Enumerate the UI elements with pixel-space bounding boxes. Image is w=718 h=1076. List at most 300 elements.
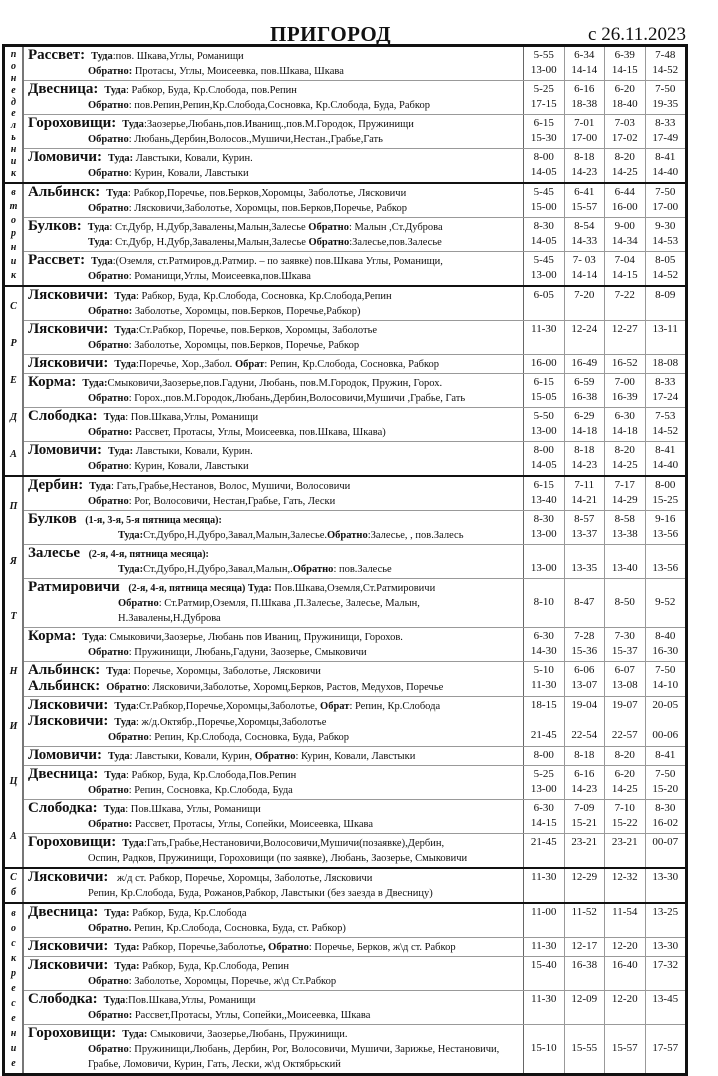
- route-description: [24, 511, 523, 544]
- direction-label: Обратно: [88, 496, 129, 507]
- time-value: [524, 337, 564, 352]
- time-cell: [564, 374, 605, 407]
- time-value: 7-53: [655, 410, 676, 422]
- time-value: 7-10: [614, 802, 635, 814]
- stops-text: Рассвет, Протасы, Углы, Сопейки, Моисеевка, Шкава: [132, 819, 374, 830]
- time-value: [524, 713, 564, 728]
- direction-label: Туда: [122, 838, 144, 849]
- route-line: [28, 748, 523, 764]
- route-line: [28, 132, 523, 147]
- time-cell: [604, 628, 645, 661]
- route-line: [28, 443, 523, 459]
- direction-label: Обратно: [118, 598, 159, 609]
- route-line: [28, 356, 523, 372]
- time-cell: [564, 81, 605, 114]
- time-cell: [604, 800, 645, 833]
- time-value: 15-57: [571, 201, 598, 213]
- route-line: [28, 64, 523, 79]
- day-letter: к: [10, 952, 17, 964]
- time-value: 13-00: [530, 64, 557, 76]
- time-value: 14-40: [652, 459, 679, 471]
- route-name: Двесница:: [28, 81, 99, 97]
- time-value: 7-50: [655, 186, 676, 198]
- time-value: 14-14: [571, 269, 598, 281]
- direction-label: Обрат: [320, 701, 350, 712]
- route-line: [28, 921, 523, 936]
- stops-text: : Репин, Сосновка, Кр.Слобода, Буда: [128, 785, 293, 796]
- time-value: 5-25: [533, 768, 554, 780]
- day-letter: И: [9, 721, 18, 733]
- time-value: [646, 1056, 686, 1071]
- day-letter: с: [11, 937, 16, 949]
- time-value: 16-02: [652, 817, 679, 829]
- time-value: 6-20: [614, 768, 635, 780]
- day-letter: н: [10, 242, 17, 254]
- departure-times: [523, 869, 685, 902]
- time-value: 6-29: [574, 410, 595, 422]
- time-value: [605, 580, 645, 595]
- page-title: ПРИГОРОД: [270, 22, 392, 46]
- time-value: 14-34: [611, 235, 638, 247]
- route-line: [28, 596, 523, 626]
- departure-times: [523, 408, 685, 441]
- time-cell: [645, 957, 686, 990]
- route-row: [24, 661, 685, 696]
- time-value: 14-52: [652, 269, 679, 281]
- time-value: [646, 580, 686, 595]
- time-value: 17-00: [571, 132, 598, 144]
- time-value: 7-17: [614, 479, 635, 491]
- time-value: [524, 850, 564, 865]
- stops-text: :Пов.Шкава,Углы, Романищи: [125, 995, 256, 1006]
- time-value: 17-24: [652, 391, 679, 403]
- direction-label: Туда:: [118, 564, 144, 575]
- time-cell: [645, 579, 686, 627]
- time-value: 8-47: [574, 596, 595, 608]
- time-value: 8-20: [614, 444, 635, 456]
- time-value: 6-30: [533, 630, 554, 642]
- day-letter: к: [10, 269, 17, 281]
- day-letter: Я: [10, 555, 17, 567]
- time-value: 8-18: [574, 749, 595, 761]
- stops-text: : Пов.Шкава, Углы, Романищи: [125, 804, 261, 815]
- direction-label: Обратно:: [88, 427, 133, 438]
- time-cell: [564, 408, 605, 441]
- time-cell: [604, 374, 645, 407]
- stops-text: : Рабкор, Буда, Кр.Слобода, Сосновка, Кр.Слобода,Репин: [136, 291, 392, 302]
- time-value: 6-16: [574, 83, 595, 95]
- time-value: 17-32: [652, 959, 679, 971]
- time-value: 15-10: [530, 1042, 557, 1054]
- route-line: [28, 391, 523, 406]
- time-value: 12-20: [611, 940, 638, 952]
- time-value: [605, 885, 645, 900]
- time-value: 8-33: [655, 376, 676, 388]
- day-letter: Д: [10, 411, 17, 423]
- route-description: [24, 287, 523, 320]
- route-name: Гороховищи:: [28, 115, 117, 131]
- day-letter: и: [10, 156, 17, 168]
- time-cell: [523, 869, 564, 902]
- time-cell: [645, 81, 686, 114]
- route-description: [24, 374, 523, 407]
- time-cell: [645, 747, 686, 765]
- time-value: 8-10: [533, 596, 554, 608]
- route-line: [28, 886, 523, 901]
- time-value: 14-23: [571, 783, 598, 795]
- route-row: [24, 287, 685, 320]
- time-value: 14-29: [611, 494, 638, 506]
- route-description: [24, 545, 523, 578]
- time-value: 15-40: [530, 959, 557, 971]
- direction-label: Туда: [108, 751, 130, 762]
- route-description: [24, 834, 523, 867]
- departure-times: [523, 834, 685, 867]
- day-letter: Н: [9, 665, 18, 677]
- time-value: 14-18: [611, 425, 638, 437]
- day-section: [5, 285, 685, 475]
- route-row: [24, 765, 685, 799]
- day-letter: Т: [10, 610, 17, 622]
- time-cell: [604, 766, 645, 799]
- time-value: [605, 1026, 645, 1041]
- route-name: Слободка:: [28, 991, 98, 1007]
- route-description: [24, 321, 523, 354]
- time-value: 8-00: [533, 749, 554, 761]
- time-value: 8-30: [533, 220, 554, 232]
- time-cell: [564, 800, 605, 833]
- stops-text: : Репин, Кр.Слобода, Сосновка, Буда, Рабкор: [148, 732, 350, 743]
- time-value: 8-30: [533, 513, 554, 525]
- time-cell: [523, 252, 564, 285]
- departure-times: [523, 81, 685, 114]
- stops-text: :пов. Шкава,Углы, Романищи: [112, 51, 244, 62]
- time-value: [524, 546, 564, 561]
- time-value: 8-00: [655, 479, 676, 491]
- route-line: [28, 322, 523, 338]
- time-cell: [645, 904, 686, 937]
- time-value: 13-07: [571, 679, 598, 691]
- time-value: 17-15: [530, 98, 557, 110]
- stops-text: Грабье, Ломовичи, Курин, Гать, Лески, ж\д Октябрьский: [88, 1059, 341, 1070]
- route-note: (1-я, 3-я, 5-я пятница месяца):: [82, 515, 222, 526]
- time-cell: [564, 149, 605, 182]
- time-cell: [645, 442, 686, 475]
- route-line: [28, 698, 523, 714]
- day-letter: к: [10, 168, 17, 180]
- time-value: 13-25: [652, 906, 679, 918]
- direction-label: Туда: [106, 666, 128, 677]
- route-name: Двесница:: [28, 904, 99, 920]
- direction-label: , Обратно: [262, 942, 309, 953]
- time-cell: [564, 628, 605, 661]
- time-cell: [604, 477, 645, 510]
- time-value: [605, 973, 645, 988]
- direction-label: Обратно: [88, 271, 129, 282]
- time-cell: [645, 991, 686, 1024]
- route-line: [28, 679, 523, 695]
- time-cell: [645, 321, 686, 354]
- time-value: 22-57: [611, 729, 638, 741]
- direction-label: Туда: [103, 804, 126, 815]
- time-value: 8-41: [655, 444, 676, 456]
- stops-text: : Рабкор, Буда, Кр.Слобода,Пов.Репин: [125, 770, 297, 781]
- time-value: 9-52: [655, 596, 676, 608]
- stops-text: : Любань,Дербин,Волосов.,Мушичи,Нестан.,Грабье,Гать: [128, 134, 383, 145]
- time-value: [524, 1056, 564, 1071]
- time-cell: [564, 991, 605, 1024]
- routes: [24, 904, 685, 1073]
- time-value: [646, 303, 686, 318]
- route-description: [24, 477, 523, 510]
- time-cell: [523, 662, 564, 696]
- time-value: 14-53: [652, 235, 679, 247]
- time-cell: [604, 697, 645, 746]
- route-line: [28, 835, 523, 851]
- time-cell: [604, 218, 645, 251]
- route-name: Корма:: [28, 374, 77, 390]
- time-value: 6-41: [574, 186, 595, 198]
- time-value: 8-09: [655, 289, 676, 301]
- day-letter: С: [10, 301, 17, 313]
- time-value: 8-58: [614, 513, 635, 525]
- route-line: [28, 851, 523, 866]
- route-name: Залесье: [28, 545, 81, 561]
- time-value: 5-55: [533, 49, 554, 61]
- route-line: [28, 304, 523, 319]
- time-value: 16-49: [571, 357, 598, 369]
- time-cell: [645, 545, 686, 578]
- route-description: [24, 628, 523, 661]
- routes: [24, 869, 685, 902]
- time-value: 11-30: [531, 993, 557, 1005]
- route-line: [28, 459, 523, 474]
- time-value: 13-00: [530, 528, 557, 540]
- time-cell: [564, 766, 605, 799]
- time-cell: [645, 184, 686, 217]
- stops-text: Рабкор, Буда, Кр.Слобода: [129, 908, 247, 919]
- route-name: Лясковичи:: [28, 869, 109, 885]
- time-value: 5-45: [533, 186, 554, 198]
- time-value: 18-40: [611, 98, 638, 110]
- time-value: 14-30: [530, 645, 557, 657]
- time-value: 21-45: [530, 729, 557, 741]
- time-value: 8-33: [655, 117, 676, 129]
- route-description: [24, 252, 523, 285]
- departure-times: [523, 442, 685, 475]
- time-value: 8-50: [614, 596, 635, 608]
- direction-label: Обратно: [88, 100, 129, 111]
- route-description: [24, 957, 523, 990]
- time-cell: [564, 662, 605, 696]
- time-cell: [564, 287, 605, 320]
- departure-times: [523, 766, 685, 799]
- time-cell: [645, 374, 686, 407]
- route-row: [24, 799, 685, 833]
- time-value: 13-40: [530, 494, 557, 506]
- time-value: [605, 546, 645, 561]
- route-line: [28, 98, 523, 113]
- time-cell: [604, 355, 645, 373]
- day-letter: л: [10, 120, 17, 132]
- time-cell: [645, 149, 686, 182]
- departure-times: [523, 747, 685, 765]
- stops-text: Смыковичи, Заозерье,Любань, Пружинищи.: [147, 1029, 348, 1040]
- route-line: [28, 82, 523, 98]
- time-cell: [564, 47, 605, 80]
- time-value: 8-41: [655, 151, 676, 163]
- time-value: 13-00: [530, 562, 557, 574]
- time-value: [565, 337, 605, 352]
- time-value: 18-15: [530, 699, 557, 711]
- time-value: 7-22: [614, 289, 635, 301]
- route-line: [28, 185, 523, 201]
- stops-text: : Смыковичи,Заозерье, Любань пов Иваниц, Пружинищи, Горохов.: [104, 632, 403, 643]
- stops-text: Лавстыки, Ковали, Курин.: [133, 446, 253, 457]
- routes: [24, 47, 685, 182]
- route-description: [24, 149, 523, 182]
- time-cell: [564, 115, 605, 148]
- time-value: 16-52: [611, 357, 638, 369]
- route-name: Альбинск:: [28, 678, 101, 694]
- stops-text: :Поречье, Хор.,Забол.: [136, 359, 235, 370]
- time-value: 15-37: [611, 645, 638, 657]
- route-description: [24, 218, 523, 251]
- route-description: [24, 579, 523, 627]
- time-value: 6-44: [614, 186, 635, 198]
- time-value: 7-00: [614, 376, 635, 388]
- route-line: [28, 562, 523, 577]
- departure-times: [523, 511, 685, 544]
- time-cell: [645, 115, 686, 148]
- time-cell: [604, 1025, 645, 1073]
- route-name: Ломовичи:: [28, 149, 103, 165]
- direction-label: Обратно: [88, 1044, 129, 1055]
- stops-text: : Малын ,Ст.Дуброва: [348, 222, 443, 233]
- time-value: 12-29: [571, 871, 598, 883]
- time-value: 00-07: [652, 836, 679, 848]
- day-section: [5, 902, 685, 1073]
- direction-label: Обратно: [254, 751, 296, 762]
- time-value: 12-32: [611, 871, 638, 883]
- day-letter: С: [10, 872, 17, 884]
- time-value: 14-23: [571, 166, 598, 178]
- direction-label: Обратно: [88, 393, 129, 404]
- time-value: [565, 973, 605, 988]
- day-letter: н: [10, 72, 17, 84]
- route-line: [28, 116, 523, 132]
- time-cell: [564, 697, 605, 746]
- route-row: [24, 990, 685, 1024]
- time-value: 8-18: [574, 151, 595, 163]
- time-cell: [523, 81, 564, 114]
- route-description: [24, 442, 523, 475]
- time-value: 13-08: [611, 679, 638, 691]
- time-cell: [604, 149, 645, 182]
- route-line: [28, 546, 523, 562]
- departure-times: [523, 991, 685, 1024]
- time-value: [565, 885, 605, 900]
- effective-date: с 26.11.2023: [588, 24, 686, 45]
- time-value: [646, 1026, 686, 1041]
- time-value: [605, 1056, 645, 1071]
- route-line: [28, 409, 523, 425]
- route-line: [28, 801, 523, 817]
- time-cell: [604, 904, 645, 937]
- time-value: 7-48: [655, 49, 676, 61]
- stops-text: :Ст.Рабкор, Поречье, пов.Берков, Хоромцы, Заболотье: [136, 325, 378, 336]
- time-value: 19-35: [652, 98, 679, 110]
- time-cell: [645, 252, 686, 285]
- stops-text: : Заболотье, Хоромцы, пов.Берков, Поречье, Рабкор: [128, 340, 360, 351]
- direction-label: Туда: [104, 770, 126, 781]
- direction-label: Обратно: [108, 732, 149, 743]
- departure-times: [523, 579, 685, 627]
- route-name: Лясковичи:: [28, 938, 109, 954]
- stops-text: : Репин, Кр.Слобода, Сосновка, Рабкор: [264, 359, 440, 370]
- route-line: [28, 494, 523, 509]
- time-cell: [645, 800, 686, 833]
- time-value: 13-00: [530, 783, 557, 795]
- route-line: [28, 201, 523, 216]
- stops-text: Заболотье, Хоромцы, пов.Берков, Поречье,Рабкор): [132, 306, 361, 317]
- route-name: Слободка:: [28, 408, 98, 424]
- time-value: [565, 1056, 605, 1071]
- route-name: Гороховищи:: [28, 834, 117, 850]
- day-section: [5, 475, 685, 867]
- time-value: 13-56: [652, 562, 679, 574]
- time-value: 15-05: [530, 391, 557, 403]
- time-value: [605, 850, 645, 865]
- routes: [24, 184, 685, 285]
- time-value: 12-20: [611, 993, 638, 1005]
- direction-label: Обратно: [308, 237, 350, 248]
- route-description: [24, 47, 523, 80]
- stops-text: : пов.Репин,Репин,Кр.Слобода,Сосновка, Кр.Слобода, Буда, Рабкор: [128, 100, 430, 111]
- time-value: [646, 885, 686, 900]
- time-cell: [564, 252, 605, 285]
- route-line: [28, 288, 523, 304]
- route-description: [24, 408, 523, 441]
- time-cell: [604, 511, 645, 544]
- stops-text: : Горох.,пов.М.Городок,Любань,Дербин,Волосовичи,Мушичи ,Грабье, Гать: [128, 393, 466, 404]
- day-label: [5, 869, 24, 902]
- departure-times: [523, 662, 685, 696]
- stops-text: Рабкор, Буда, Кр.Слобода, Репин: [139, 961, 290, 972]
- route-line: [28, 219, 523, 235]
- time-value: 11-30: [531, 323, 557, 335]
- route-row: [24, 407, 685, 441]
- time-value: 6-16: [574, 768, 595, 780]
- departure-times: [523, 149, 685, 182]
- route-line: [28, 1026, 523, 1042]
- route-line: [28, 1042, 523, 1057]
- time-cell: [523, 697, 564, 746]
- direction-label: Туда: [114, 717, 137, 728]
- time-cell: [645, 628, 686, 661]
- time-cell: [604, 47, 645, 80]
- stops-text: : Пружинищи, Любань,Гадуни, Заозерье, Смыковичи: [128, 647, 367, 658]
- time-cell: [523, 218, 564, 251]
- time-value: 12-17: [571, 940, 598, 952]
- time-value: 16-30: [652, 645, 679, 657]
- day-letter: в: [11, 186, 16, 198]
- time-value: 16-00: [611, 201, 638, 213]
- time-cell: [523, 628, 564, 661]
- time-cell: [645, 511, 686, 544]
- time-value: 12-24: [571, 323, 598, 335]
- time-cell: [604, 747, 645, 765]
